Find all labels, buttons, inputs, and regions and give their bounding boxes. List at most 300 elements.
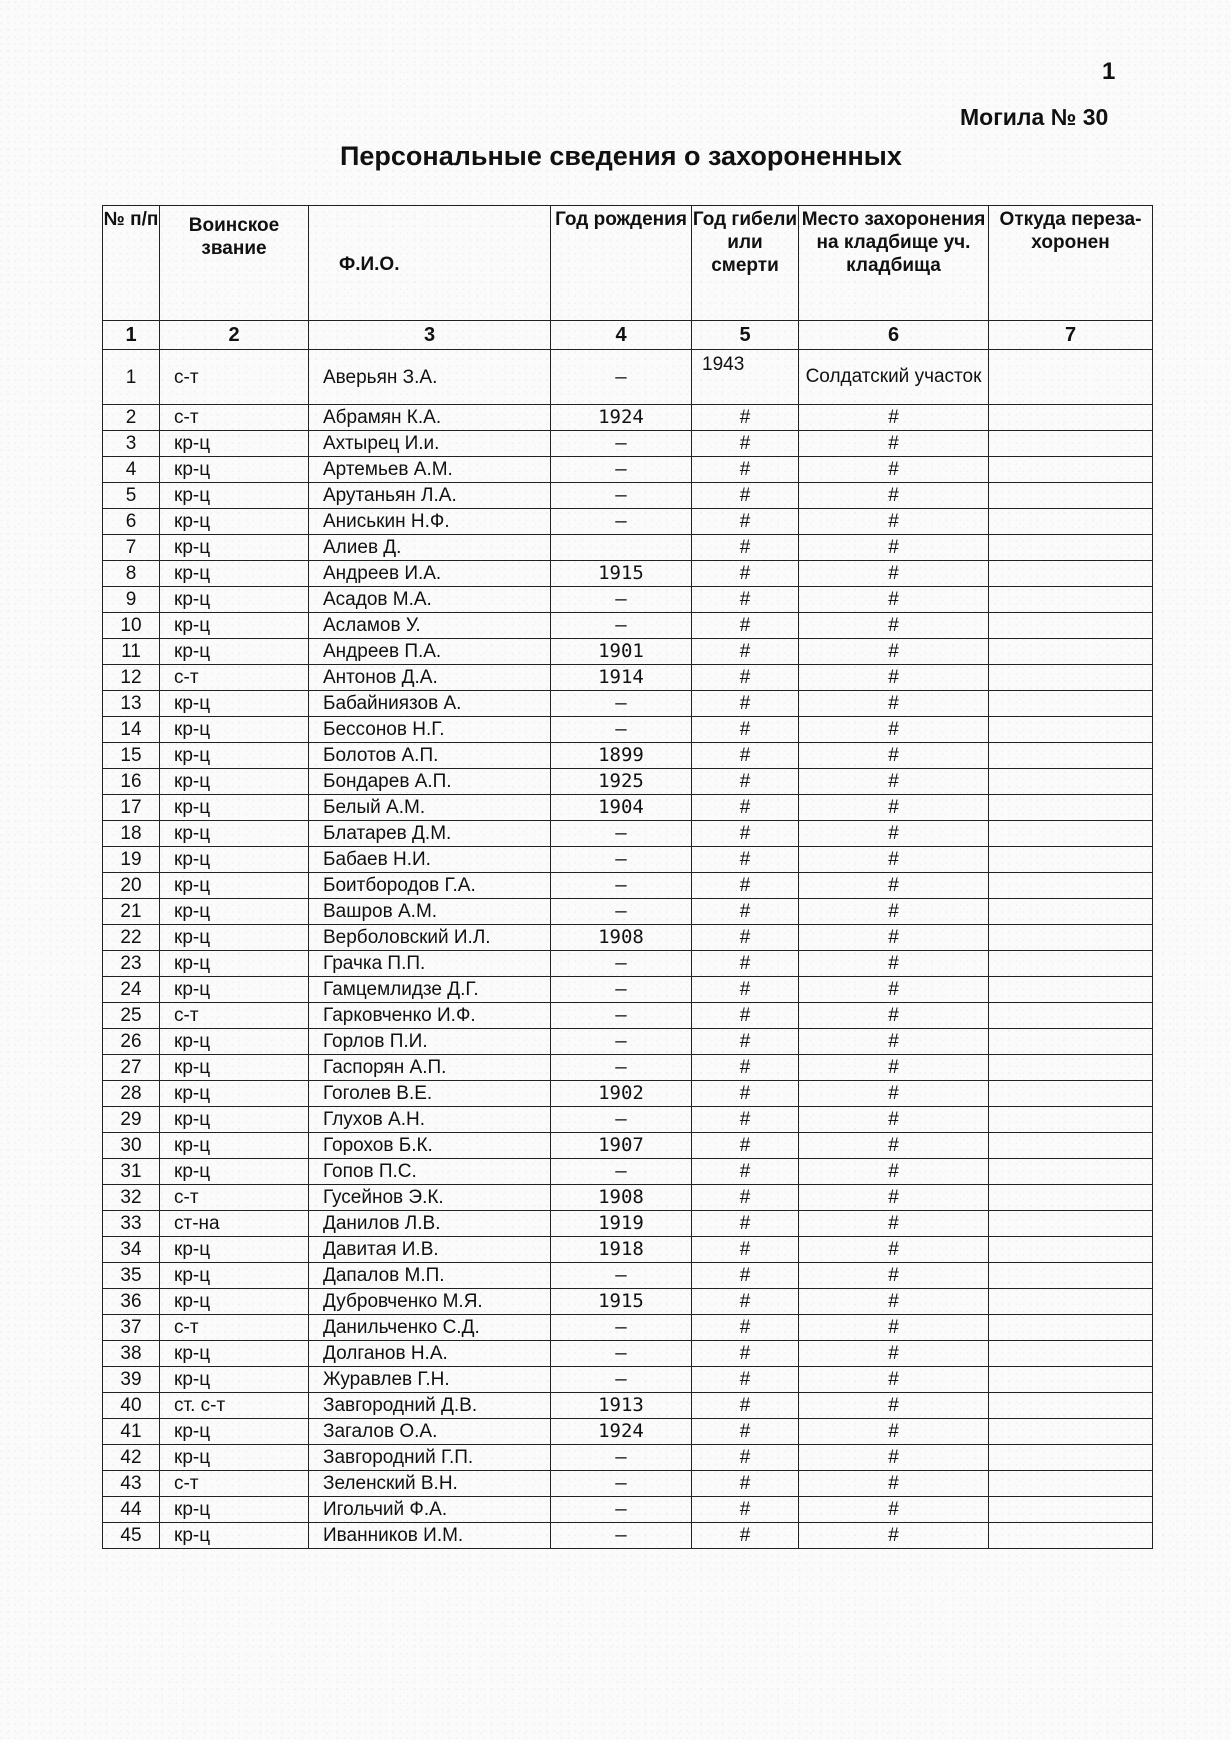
reburied-from	[989, 925, 1153, 951]
burial-place: #	[799, 1081, 989, 1107]
reburied-from	[989, 951, 1153, 977]
death-year: #	[692, 1185, 799, 1211]
military-rank: кр-ц	[160, 1367, 309, 1393]
reburied-from	[989, 847, 1153, 873]
birth-year: –	[551, 691, 692, 717]
birth-year: –	[551, 1107, 692, 1133]
full-name: Абрамян К.А.	[309, 405, 551, 431]
death-year: #	[692, 769, 799, 795]
reburied-from	[989, 509, 1153, 535]
row-number: 35	[103, 1263, 160, 1289]
military-rank: кр-ц	[160, 587, 309, 613]
burial-place: #	[799, 821, 989, 847]
row-number: 16	[103, 769, 160, 795]
table-row	[103, 847, 1153, 873]
birth-year: –	[551, 350, 692, 405]
military-rank: кр-ц	[160, 925, 309, 951]
column-number: 2	[160, 321, 309, 350]
military-rank: кр-ц	[160, 1081, 309, 1107]
row-number: 40	[103, 1393, 160, 1419]
burial-place: #	[799, 587, 989, 613]
full-name: Завгородний Д.В.	[309, 1393, 551, 1419]
birth-year: –	[551, 951, 692, 977]
burial-place: #	[799, 1445, 989, 1471]
military-rank: кр-ц	[160, 717, 309, 743]
reburied-from	[989, 743, 1153, 769]
burial-place: #	[799, 1055, 989, 1081]
row-number: 17	[103, 795, 160, 821]
table-row	[103, 899, 1153, 925]
header-no: № п/п	[103, 206, 160, 321]
birth-year: –	[551, 1159, 692, 1185]
birth-year: 1908	[551, 1185, 692, 1211]
reburied-from	[989, 639, 1153, 665]
military-rank: кр-ц	[160, 873, 309, 899]
birth-year: –	[551, 1445, 692, 1471]
military-rank: кр-ц	[160, 1107, 309, 1133]
table-row	[103, 1393, 1153, 1419]
reburied-from	[989, 1107, 1153, 1133]
burial-place: #	[799, 1523, 989, 1549]
table-row	[103, 1367, 1153, 1393]
birth-year: –	[551, 613, 692, 639]
death-year: #	[692, 1081, 799, 1107]
row-number: 20	[103, 873, 160, 899]
full-name: Боитбородов Г.А.	[309, 873, 551, 899]
death-year: #	[692, 821, 799, 847]
reburied-from	[989, 561, 1153, 587]
burial-place: #	[799, 665, 989, 691]
table-row	[103, 1263, 1153, 1289]
death-year: #	[692, 1107, 799, 1133]
reburied-from	[989, 769, 1153, 795]
military-rank: кр-ц	[160, 769, 309, 795]
full-name: Гарковченко И.Ф.	[309, 1003, 551, 1029]
birth-year: 1902	[551, 1081, 692, 1107]
birth-year: –	[551, 1497, 692, 1523]
column-number: 3	[309, 321, 551, 350]
burial-place: #	[799, 1497, 989, 1523]
burial-place: #	[799, 899, 989, 925]
table-row	[103, 977, 1153, 1003]
row-number: 13	[103, 691, 160, 717]
burial-place: #	[799, 1471, 989, 1497]
full-name: Данилов Л.В.	[309, 1211, 551, 1237]
full-name: Завгородний Г.П.	[309, 1445, 551, 1471]
military-rank: с-т	[160, 1003, 309, 1029]
row-number: 14	[103, 717, 160, 743]
death-year: #	[692, 1341, 799, 1367]
death-year: #	[692, 1393, 799, 1419]
page-number: 1	[1102, 58, 1116, 85]
death-year: #	[692, 1237, 799, 1263]
burial-place: #	[799, 1341, 989, 1367]
birth-year: 1918	[551, 1237, 692, 1263]
row-number: 12	[103, 665, 160, 691]
reburied-from	[989, 977, 1153, 1003]
death-year: 1943	[692, 350, 799, 405]
birth-year: 1915	[551, 1289, 692, 1315]
row-number: 23	[103, 951, 160, 977]
military-rank: кр-ц	[160, 1289, 309, 1315]
burial-place: #	[799, 1159, 989, 1185]
military-rank: кр-ц	[160, 795, 309, 821]
military-rank: кр-ц	[160, 1159, 309, 1185]
table-row	[103, 1471, 1153, 1497]
full-name: Алиев Д.	[309, 535, 551, 561]
row-number: 27	[103, 1055, 160, 1081]
burial-place: Солдатский участок	[799, 350, 989, 405]
full-name: Асламов У.	[309, 613, 551, 639]
row-number: 30	[103, 1133, 160, 1159]
birth-year: –	[551, 1003, 692, 1029]
birth-year: 1925	[551, 769, 692, 795]
reburied-from	[989, 1211, 1153, 1237]
full-name: Болотов А.П.	[309, 743, 551, 769]
military-rank: кр-ц	[160, 1523, 309, 1549]
table-row	[103, 1029, 1153, 1055]
military-rank: ст-на	[160, 1211, 309, 1237]
military-rank: кр-ц	[160, 1419, 309, 1445]
row-number: 42	[103, 1445, 160, 1471]
reburied-from	[989, 1263, 1153, 1289]
military-rank: кр-ц	[160, 561, 309, 587]
table-row	[103, 1159, 1153, 1185]
burial-place: #	[799, 639, 989, 665]
birth-year: –	[551, 1523, 692, 1549]
birth-year: –	[551, 457, 692, 483]
reburied-from	[989, 1185, 1153, 1211]
table-row	[103, 561, 1153, 587]
full-name: Дапалов М.П.	[309, 1263, 551, 1289]
row-number: 5	[103, 483, 160, 509]
burial-place: #	[799, 1263, 989, 1289]
reburied-from	[989, 873, 1153, 899]
birth-year: 1924	[551, 405, 692, 431]
row-number: 2	[103, 405, 160, 431]
death-year: #	[692, 509, 799, 535]
row-number: 8	[103, 561, 160, 587]
table-row	[103, 821, 1153, 847]
reburied-from	[989, 1445, 1153, 1471]
row-number: 1	[103, 350, 160, 405]
table-row	[103, 431, 1153, 457]
full-name: Арутаньян Л.А.	[309, 483, 551, 509]
table-row	[103, 1523, 1153, 1549]
full-name: Гусейнов Э.К.	[309, 1185, 551, 1211]
military-rank: кр-ц	[160, 639, 309, 665]
full-name: Зеленский В.Н.	[309, 1471, 551, 1497]
military-rank: с-т	[160, 1185, 309, 1211]
full-name: Грачка П.П.	[309, 951, 551, 977]
birth-year: –	[551, 899, 692, 925]
header-rank: Воинское звание	[160, 206, 309, 321]
table-row	[103, 1419, 1153, 1445]
full-name: Гамцемлидзе Д.Г.	[309, 977, 551, 1003]
reburied-from	[989, 1289, 1153, 1315]
reburied-from	[989, 535, 1153, 561]
death-year: #	[692, 1497, 799, 1523]
burial-place: #	[799, 1289, 989, 1315]
burial-place: #	[799, 769, 989, 795]
table-row	[103, 1289, 1153, 1315]
burial-place: #	[799, 873, 989, 899]
burial-place: #	[799, 691, 989, 717]
death-year: #	[692, 1523, 799, 1549]
death-year: #	[692, 899, 799, 925]
table-row	[103, 405, 1153, 431]
reburied-from	[989, 613, 1153, 639]
row-number: 45	[103, 1523, 160, 1549]
reburied-from	[989, 431, 1153, 457]
military-rank: кр-ц	[160, 483, 309, 509]
row-number: 44	[103, 1497, 160, 1523]
full-name: Верболовский И.Л.	[309, 925, 551, 951]
burial-place: #	[799, 457, 989, 483]
military-rank: кр-ц	[160, 535, 309, 561]
military-rank: ст. с-т	[160, 1393, 309, 1419]
birth-year: 1915	[551, 561, 692, 587]
birth-year: –	[551, 1315, 692, 1341]
burial-place: #	[799, 1315, 989, 1341]
reburied-from	[989, 1367, 1153, 1393]
header-reburied-from: Откуда переза-хоронен	[989, 206, 1153, 321]
birth-year: –	[551, 847, 692, 873]
full-name: Горохов Б.К.	[309, 1133, 551, 1159]
full-name: Загалов О.А.	[309, 1419, 551, 1445]
burial-place: #	[799, 509, 989, 535]
reburied-from	[989, 1159, 1153, 1185]
death-year: #	[692, 743, 799, 769]
reburied-from	[989, 1081, 1153, 1107]
full-name: Горлов П.И.	[309, 1029, 551, 1055]
death-year: #	[692, 457, 799, 483]
row-number: 37	[103, 1315, 160, 1341]
full-name: Бабайниязов А.	[309, 691, 551, 717]
burial-place: #	[799, 405, 989, 431]
military-rank: кр-ц	[160, 691, 309, 717]
military-rank: кр-ц	[160, 509, 309, 535]
column-number: 1	[103, 321, 160, 350]
table-row	[103, 1185, 1153, 1211]
military-rank: кр-ц	[160, 613, 309, 639]
table-row	[103, 925, 1153, 951]
row-number: 7	[103, 535, 160, 561]
military-rank: кр-ц	[160, 1445, 309, 1471]
burial-place: #	[799, 1393, 989, 1419]
death-year: #	[692, 1471, 799, 1497]
table-row	[103, 1315, 1153, 1341]
death-year: #	[692, 587, 799, 613]
full-name: Аниськин Н.Ф.	[309, 509, 551, 535]
death-year: #	[692, 1367, 799, 1393]
row-number: 25	[103, 1003, 160, 1029]
birth-year: –	[551, 431, 692, 457]
full-name: Гопов П.С.	[309, 1159, 551, 1185]
military-rank: с-т	[160, 405, 309, 431]
row-number: 29	[103, 1107, 160, 1133]
table-row	[103, 509, 1153, 535]
table-row	[103, 1133, 1153, 1159]
military-rank: кр-ц	[160, 899, 309, 925]
military-rank: с-т	[160, 1471, 309, 1497]
death-year: #	[692, 1003, 799, 1029]
table-row	[103, 873, 1153, 899]
row-number: 10	[103, 613, 160, 639]
full-name: Антонов Д.А.	[309, 665, 551, 691]
burial-place: #	[799, 951, 989, 977]
reburied-from	[989, 1419, 1153, 1445]
table-row	[103, 1497, 1153, 1523]
military-rank: кр-ц	[160, 847, 309, 873]
death-year: #	[692, 1211, 799, 1237]
reburied-from	[989, 350, 1153, 405]
full-name: Артемьев А.М.	[309, 457, 551, 483]
row-number: 6	[103, 509, 160, 535]
military-rank: кр-ц	[160, 1133, 309, 1159]
table-row	[103, 587, 1153, 613]
reburied-from	[989, 821, 1153, 847]
column-number: 4	[551, 321, 692, 350]
header-death-year: Год гибели или смерти	[692, 206, 799, 321]
row-number: 38	[103, 1341, 160, 1367]
reburied-from	[989, 587, 1153, 613]
full-name: Асадов М.А.	[309, 587, 551, 613]
row-number: 34	[103, 1237, 160, 1263]
burial-place: #	[799, 1029, 989, 1055]
birth-year: 1924	[551, 1419, 692, 1445]
death-year: #	[692, 1055, 799, 1081]
military-rank: кр-ц	[160, 743, 309, 769]
burial-place: #	[799, 561, 989, 587]
death-year: #	[692, 951, 799, 977]
birth-year: 1901	[551, 639, 692, 665]
military-rank: кр-ц	[160, 1341, 309, 1367]
burial-place: #	[799, 1419, 989, 1445]
birth-year: 1914	[551, 665, 692, 691]
row-number: 24	[103, 977, 160, 1003]
military-rank: кр-ц	[160, 821, 309, 847]
burial-place: #	[799, 613, 989, 639]
reburied-from	[989, 795, 1153, 821]
birth-year: –	[551, 1263, 692, 1289]
death-year: #	[692, 795, 799, 821]
military-rank: кр-ц	[160, 977, 309, 1003]
row-number: 39	[103, 1367, 160, 1393]
document-title: Персональные сведения о захороненных	[340, 141, 902, 171]
table-row	[103, 1341, 1153, 1367]
table-row	[103, 535, 1153, 561]
death-year: #	[692, 483, 799, 509]
table-row	[103, 1237, 1153, 1263]
table-row	[103, 457, 1153, 483]
table-row	[103, 613, 1153, 639]
column-number: 6	[799, 321, 989, 350]
burial-place: #	[799, 1107, 989, 1133]
death-year: #	[692, 1419, 799, 1445]
full-name: Белый А.М.	[309, 795, 551, 821]
burial-place: #	[799, 1211, 989, 1237]
reburied-from	[989, 405, 1153, 431]
row-number: 22	[103, 925, 160, 951]
military-rank: с-т	[160, 350, 309, 405]
table-row	[103, 743, 1153, 769]
table-row	[103, 769, 1153, 795]
death-year: #	[692, 1289, 799, 1315]
birth-year: –	[551, 509, 692, 535]
death-year: #	[692, 405, 799, 431]
death-year: #	[692, 561, 799, 587]
table-row	[103, 795, 1153, 821]
header-burial-place: Место захоронения на кладбище уч. кладбища	[799, 206, 989, 321]
row-number: 18	[103, 821, 160, 847]
table-row	[103, 1211, 1153, 1237]
death-year: #	[692, 1159, 799, 1185]
birth-year: –	[551, 1029, 692, 1055]
burial-place: #	[799, 977, 989, 1003]
birth-year: 1907	[551, 1133, 692, 1159]
burial-place: #	[799, 1133, 989, 1159]
row-number: 3	[103, 431, 160, 457]
full-name: Глухов А.Н.	[309, 1107, 551, 1133]
birth-year: –	[551, 1471, 692, 1497]
reburied-from	[989, 1315, 1153, 1341]
birth-year: –	[551, 977, 692, 1003]
full-name: Данильченко С.Д.	[309, 1315, 551, 1341]
reburied-from	[989, 1497, 1153, 1523]
header-birth-year: Год рождения	[551, 206, 692, 321]
column-number: 5	[692, 321, 799, 350]
death-year: #	[692, 1315, 799, 1341]
birth-year: –	[551, 1055, 692, 1081]
row-number: 41	[103, 1419, 160, 1445]
burial-place: #	[799, 743, 989, 769]
table-row	[103, 665, 1153, 691]
military-rank: кр-ц	[160, 1263, 309, 1289]
row-number: 31	[103, 1159, 160, 1185]
row-number: 11	[103, 639, 160, 665]
death-year: #	[692, 665, 799, 691]
full-name: Бондарев А.П.	[309, 769, 551, 795]
full-name: Блатарев Д.М.	[309, 821, 551, 847]
reburied-from	[989, 1523, 1153, 1549]
military-rank: с-т	[160, 665, 309, 691]
death-year: #	[692, 925, 799, 951]
reburied-from	[989, 483, 1153, 509]
table-row	[103, 1003, 1153, 1029]
table-row	[103, 483, 1153, 509]
row-number: 21	[103, 899, 160, 925]
military-rank: с-т	[160, 1315, 309, 1341]
table-row	[103, 350, 1153, 405]
row-number: 15	[103, 743, 160, 769]
death-year: #	[692, 639, 799, 665]
table-row	[103, 1445, 1153, 1471]
birth-year: –	[551, 717, 692, 743]
reburied-from	[989, 1029, 1153, 1055]
grave-title: Могила № 30	[960, 104, 1109, 130]
death-year: #	[692, 1133, 799, 1159]
military-rank: кр-ц	[160, 1029, 309, 1055]
row-number: 36	[103, 1289, 160, 1315]
military-rank: кр-ц	[160, 457, 309, 483]
burial-place: #	[799, 847, 989, 873]
death-year: #	[692, 535, 799, 561]
table-row	[103, 951, 1153, 977]
military-rank: кр-ц	[160, 1055, 309, 1081]
full-name: Дубровченко М.Я.	[309, 1289, 551, 1315]
military-rank: кр-ц	[160, 431, 309, 457]
